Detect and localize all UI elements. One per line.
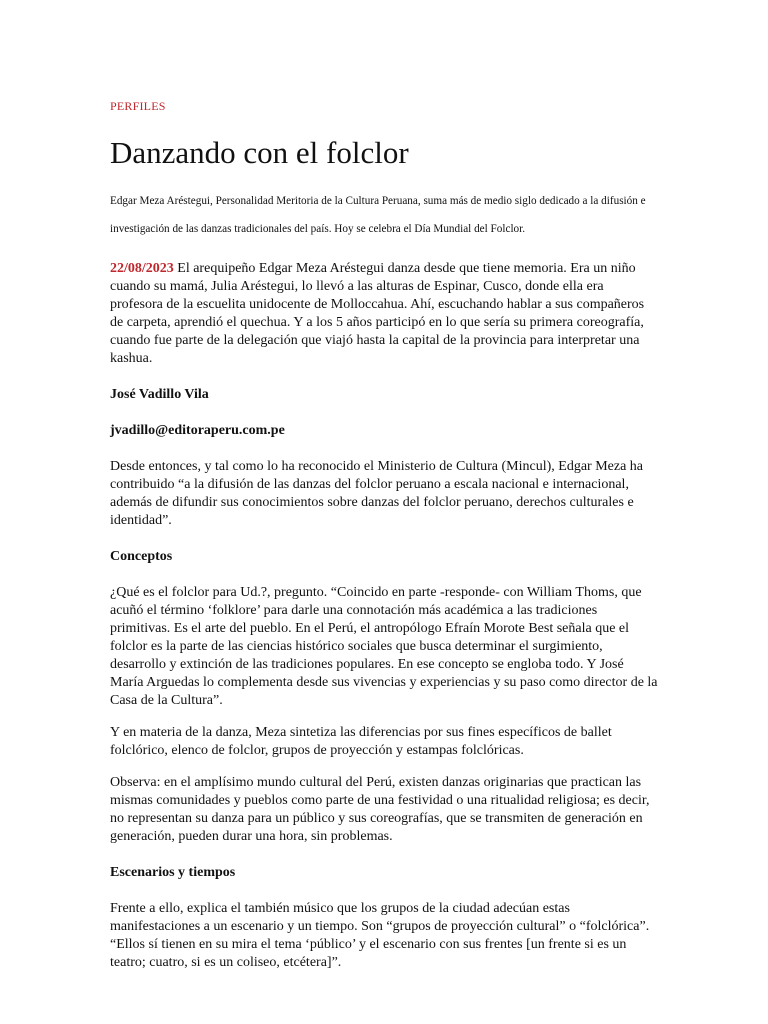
article-body bbox=[110, 260, 658, 986]
body-paragraph-1: Desde entonces, y tal como lo ha reconocido el Ministerio de Cultura (Mincul), Edgar Meza ha contribuido “a la difusión de las danzas del folclor peruano a escala nacional e internacional, además de difundir sus conocimientos sobre danzas del folclor peruano, derechos culturales e identidad”. bbox=[110, 459, 643, 528]
article-title: Danzando con el folclor bbox=[110, 135, 409, 170]
subheading-escenarios: Escenarios y tiempos bbox=[110, 865, 236, 880]
section-label[interactable]: PERFILES bbox=[110, 99, 166, 113]
body-paragraph-4: Observa: en el amplísimo mundo cultural del Perú, existen danzas originarias que practican las mismas comunidades y pueblos como parte de una festividad o una ritualidad religiosa; es decir, no representan su danza para un público y sus coreografías, que se transmiten de generación en generación, pueden durar una hora, sin problemas. bbox=[110, 775, 650, 844]
lead-paragraph bbox=[110, 260, 658, 368]
body-paragraph-5: Frente a ello, explica el también músico que los grupos de la ciudad adecúan estas manifestaciones a un escenario y un tiempo. Son “grupos de proyección cultural” o “folclórica”. “Ellos sí tienen en su mira el tema ‘público’ y el escenario con sus frentes [un frente si es un teatro; cuatro, si es un coliseo, etcétera]”. bbox=[110, 901, 650, 970]
body-paragraph-3: Y en materia de la danza, Meza sintetiza las diferencias por sus fines específicos de ballet folclórico, elenco de folclor, grupos de proyección y estampas folclóricas. bbox=[110, 725, 612, 758]
author-email[interactable]: jvadillo@editoraperu.com.pe bbox=[110, 423, 285, 438]
body-paragraph-2: ¿Qué es el folclor para Ud.?, pregunto. “Coincido en parte -responde- con William Thoms, que acuñó el término ‘folklore’ para darle una connotación más académica a las tradiciones primitivas. Es el arte del pueblo. En el Perú, el antropólogo Efraín Morote Best señala que el folclor es la parte de las ciencias histórico sociales que busca determinar el surgimiento, desarrollo y extinción de las tradiciones populares. En ese concepto se engloba todo. Y José María Arguedas lo complementa desde sus vivencias y experiencias y su paso como director de la Casa de la Cultura”. bbox=[110, 585, 658, 708]
subheading-conceptos: Conceptos bbox=[110, 549, 173, 564]
lead-text: El arequipeño Edgar Meza Aréstegui danza desde que tiene memoria. Era un niño cuando su mamá, Julia Aréstegui, lo llevó a las alturas de Espinar, Cusco, donde ella era profesora de la escuelita unidocente de Molloccahua. Ahí, escuchando hablar a sus compañeros de carpeta, aprendió el quechua. Y a los 5 años participó en lo que sería su primera coreografía, cuando fue parte de la delegación que viajó hasta la capital de la provincia para interpretar una kashua. bbox=[110, 261, 645, 366]
article-summary: Edgar Meza Aréstegui, Personalidad Meritoria de la Cultura Peruana, suma más de medio siglo dedicado a la difusión e investigación de las danzas tradicionales del país. Hoy se celebra el Día Mundial del Folclor. bbox=[110, 195, 646, 235]
author-name: José Vadillo Vila bbox=[110, 387, 209, 402]
article-date: 22/08/2023 bbox=[110, 261, 174, 276]
